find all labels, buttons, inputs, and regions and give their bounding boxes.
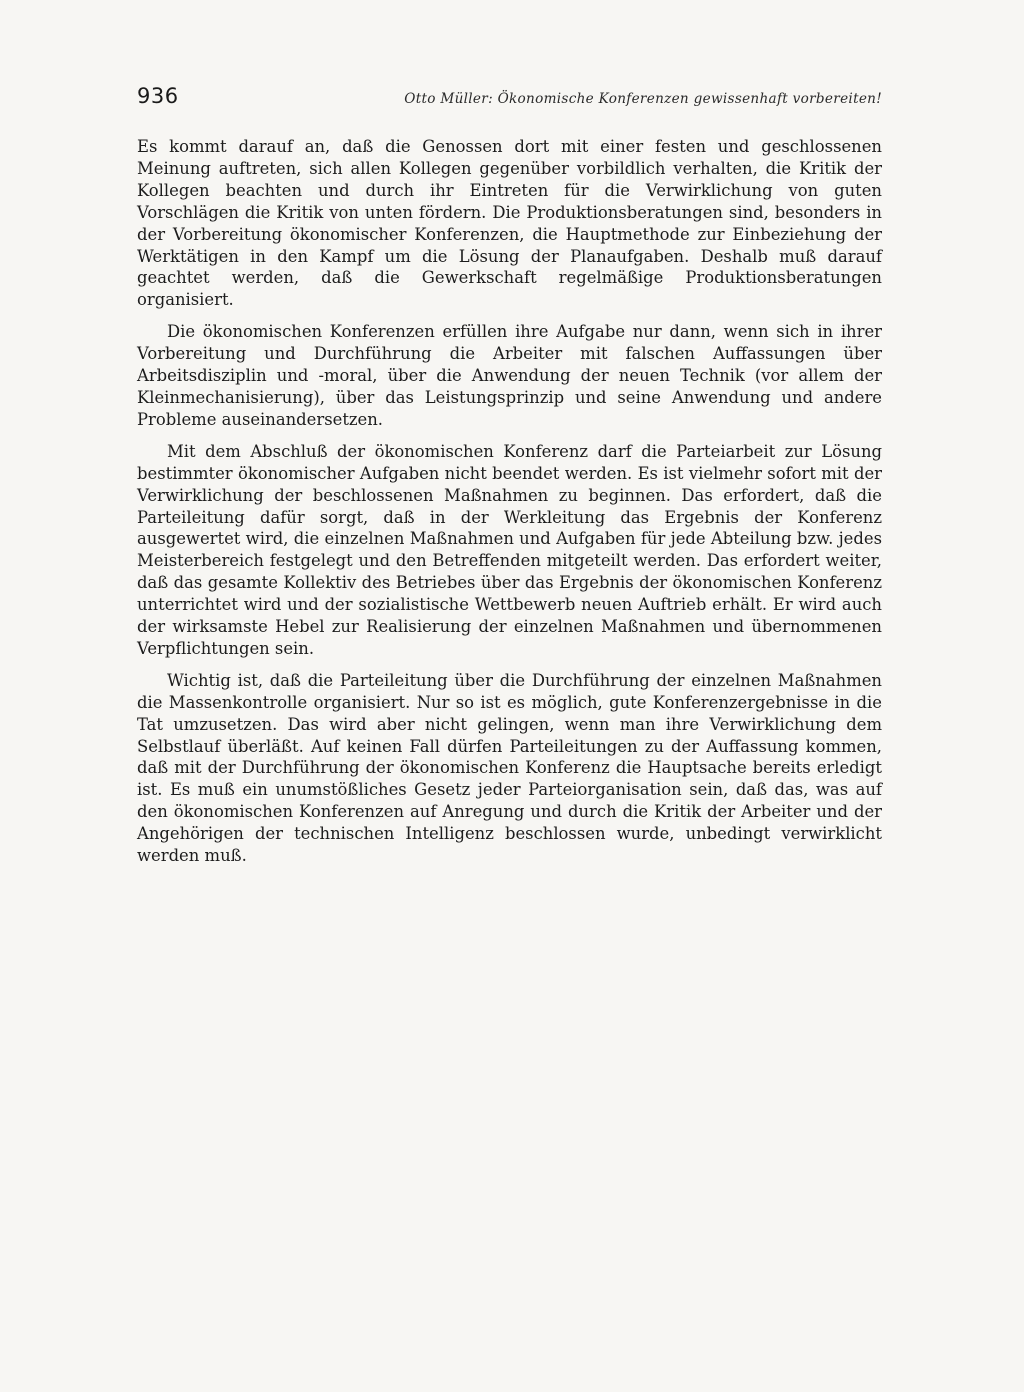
paragraph: Mit dem Abschluß der ökonomischen Konferenz darf die Parteiarbeit zur Lösung bestimmter ökonomischer Aufgaben nicht beendet werden. Es ist vielmehr sofort mit der Verwirklichung der beschlossenen Maßnahmen zu beginnen. Das erfordert, daß die Parteileitung dafür sorgt, daß in der Werkleitung das Ergebnis der Konferenz ausgewertet wird, die einzelnen Maßnahmen und Aufgaben für jede Abteilung bzw. jedes Meisterbereich festgelegt und den Betreffenden mitgeteilt werden. Das erfordert weiter, daß das gesamte Kollektiv des Betriebes über das Ergebnis der ökonomischen Konferenz unterrichtet wird und der sozialistische Wettbewerb neuen Auftrieb erhält. Er wird auch der wirksamste Hebel zur Realisierung der einzelnen Maßnahmen und übernommenen Verpflichtungen sein. <box>137 441 882 658</box>
paragraph: Die ökonomischen Konferenzen erfüllen ihre Aufgabe nur dann, wenn sich in ihrer Vorbereitung und Durchführung die Arbeiter mit falschen Auffassungen über Arbeitsdisziplin und -moral, über die Anwendung der neuen Technik (vor allem der Kleinmechanisierung), über das Leistungsprinzip und seine Anwendung und andere Probleme auseinandersetzen. <box>137 322 882 429</box>
page-number: 936 <box>137 84 179 108</box>
paragraph: Wichtig ist, daß die Parteileitung über die Durchführung der einzelnen Maßnahmen die Massenkontrolle organisiert. Nur so ist es möglich, gute Konferenzergebnisse in die Tat umzusetzen. Das wird aber nicht gelingen, wenn man ihre Verwirklichung dem Selbstlauf überläßt. Auf keinen Fall dürfen Parteileitungen zu der Auffassung kommen, daß mit der Durchführung der ökonomischen Konferenz die Hauptsache bereits erledigt ist. Es muß ein unumstößliches Gesetz jeder Parteiorganisation sein, daß das, was auf den ökonomischen Konferenzen auf Anregung und durch die Kritik der Arbeiter und der Angehörigen der technischen Intelligenz beschlossen wurde, unbedingt verwirklicht werden muß. <box>137 670 882 866</box>
paragraph: Es kommt darauf an, daß die Genossen dort mit einer festen und geschlossenen Meinung auftreten, sich allen Kollegen gegenüber vorbildlich verhalten, die Kritik der Kollegen beachten und durch ihr Eintreten für die Verwirklichung von guten Vorschlägen die Kritik von unten fördern. Die Produktionsberatungen sind, besonders in der Vorbereitung ökonomischer Konferenzen, die Hauptmethode zur Einbeziehung der Werktätigen in den Kampf um die Lösung der Planaufgaben. Deshalb muß darauf geachtet werden, daß die Gewerkschaft regelmäßige Produktionsberatungen organisiert. <box>137 137 882 310</box>
running-head: Otto Müller: Ökonomische Konferenzen gewissenhaft vorbereiten! <box>404 91 882 107</box>
page-header <box>137 84 882 114</box>
body-text <box>137 136 882 877</box>
